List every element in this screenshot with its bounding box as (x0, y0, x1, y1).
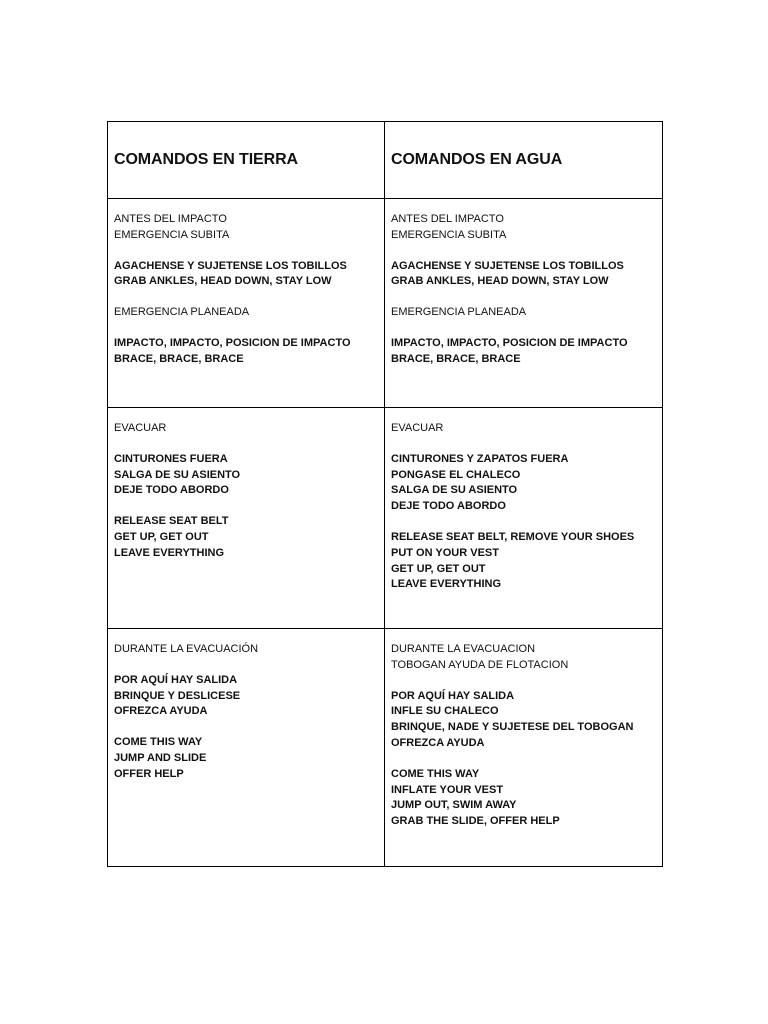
command-line: COME THIS WAY (114, 736, 203, 749)
command-line: POR AQUÍ HAY SALIDA (391, 689, 515, 702)
command-paragraph (114, 259, 378, 291)
command-paragraph (114, 673, 378, 720)
command-line: BRACE, BRACE, BRACE (114, 352, 244, 365)
table-row-during-evacuation (108, 629, 663, 867)
section-label-line: EVACUAR (114, 422, 167, 434)
section-label-paragraph (391, 642, 656, 674)
command-line: INFLATE YOUR VEST (391, 783, 504, 796)
command-line: IMPACTO, IMPACTO, POSICION DE IMPACTO (391, 336, 628, 349)
command-line: AGACHENSE Y SUJETENSE LOS TOBILLOS (114, 259, 347, 272)
section-label-line: EMERGENCIA SUBITA (391, 228, 507, 241)
cell-content (391, 629, 656, 830)
header-cell-land (108, 122, 385, 199)
section-label-paragraph (114, 212, 378, 244)
cell-water-during-evacuation (385, 629, 663, 867)
command-paragraph (114, 514, 378, 561)
command-line: RELEASE SEAT BELT (114, 515, 229, 528)
command-paragraph (391, 530, 656, 593)
command-line: JUMP AND SLIDE (114, 751, 207, 764)
cell-land-evacuate (108, 408, 385, 629)
header-water-commands: COMANDOS EN AGUA (391, 151, 563, 168)
command-line: BRINQUE, NADE Y SUJETESE DEL TOBOGAN (391, 721, 634, 734)
command-line: GRAB THE SLIDE, OFFER HELP (391, 815, 560, 828)
cell-content (114, 629, 378, 783)
command-line: LEAVE EVERYTHING (114, 546, 225, 559)
commands-table (107, 121, 663, 867)
command-paragraph (391, 259, 656, 291)
command-line: GRAB ANKLES, HEAD DOWN, STAY LOW (391, 275, 609, 288)
section-label-paragraph (391, 305, 656, 321)
header-cell-water (385, 122, 663, 199)
command-line: GET UP, GET OUT (114, 530, 209, 543)
command-paragraph (391, 336, 656, 368)
command-line: RELEASE SEAT BELT, REMOVE YOUR SHOES (391, 530, 635, 543)
command-paragraph (114, 336, 378, 368)
command-line: POR AQUÍ HAY SALIDA (114, 673, 238, 686)
command-line: IMPACTO, IMPACTO, POSICION DE IMPACTO (114, 336, 351, 349)
command-line: DEJE TODO ABORDO (391, 500, 506, 513)
section-label-line: EMERGENCIA PLANEADA (114, 306, 250, 319)
command-line: SALGA DE SU ASIENTO (114, 468, 241, 481)
command-paragraph (391, 452, 656, 515)
section-label-paragraph (114, 642, 378, 658)
section-label-line: TOBOGAN AYUDA DE FLOTACION (391, 658, 569, 671)
cell-water-evacuate (385, 408, 663, 629)
command-line: INFLE SU CHALECO (391, 705, 499, 718)
command-line: LEAVE EVERYTHING (391, 578, 502, 591)
command-line: SALGA DE SU ASIENTO (391, 484, 518, 497)
command-line: CINTURONES Y ZAPATOS FUERA (391, 452, 569, 465)
cell-water-before-impact (385, 199, 663, 408)
section-label-line: ANTES DEL IMPACTO (114, 213, 227, 225)
section-label-paragraph (391, 421, 656, 437)
cell-content (114, 199, 378, 368)
section-label-paragraph (114, 305, 378, 321)
command-paragraph (391, 767, 656, 830)
command-line: BRINQUE Y DESLICESE (114, 689, 241, 702)
command-paragraph (391, 689, 656, 752)
command-paragraph (114, 735, 378, 782)
command-line: DEJE TODO ABORDO (114, 484, 229, 497)
command-line: OFREZCA AYUDA (391, 736, 485, 749)
section-label-line: DURANTE LA EVACUACION (391, 643, 536, 655)
command-line: PONGASE EL CHALECO (391, 468, 521, 481)
section-label-paragraph (114, 421, 378, 437)
section-label-line: DURANTE LA EVACUACIÓN (114, 643, 259, 655)
command-line: GRAB ANKLES, HEAD DOWN, STAY LOW (114, 275, 332, 288)
header-land-commands: COMANDOS EN TIERRA (114, 151, 298, 168)
section-label-line: EMERGENCIA SUBITA (114, 228, 230, 241)
section-label-line: EVACUAR (391, 422, 444, 434)
section-label-paragraph (391, 212, 656, 244)
cell-content (391, 408, 656, 593)
command-line: COME THIS WAY (391, 767, 480, 780)
command-line: BRACE, BRACE, BRACE (391, 352, 521, 365)
section-label-line: EMERGENCIA PLANEADA (391, 306, 527, 319)
command-line: OFREZCA AYUDA (114, 705, 208, 718)
table-header-row (108, 122, 663, 199)
table-row-evacuate (108, 408, 663, 629)
command-line: AGACHENSE Y SUJETENSE LOS TOBILLOS (391, 259, 624, 272)
command-line: JUMP OUT, SWIM AWAY (391, 799, 517, 812)
cell-content (391, 199, 656, 368)
command-line: OFFER HELP (114, 767, 184, 780)
table-row-before-impact (108, 199, 663, 408)
command-line: PUT ON YOUR VEST (391, 546, 499, 559)
cell-land-during-evacuation (108, 629, 385, 867)
cell-land-before-impact (108, 199, 385, 408)
cell-content (114, 408, 378, 562)
command-paragraph (114, 452, 378, 499)
command-line: CINTURONES FUERA (114, 452, 228, 465)
section-label-line: ANTES DEL IMPACTO (391, 213, 504, 225)
command-line: GET UP, GET OUT (391, 562, 486, 575)
